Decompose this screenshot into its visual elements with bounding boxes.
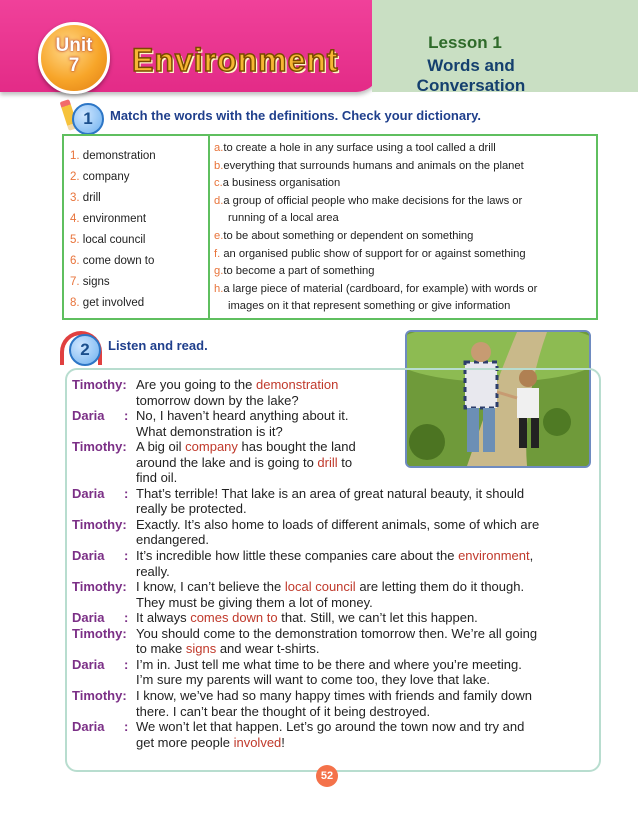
dialogue-line <box>136 704 430 720</box>
speaker-colon: : <box>124 719 129 735</box>
definition-continuation: images on it that represent something or give information <box>228 300 511 313</box>
definition-letter: g. <box>214 265 224 278</box>
definition-letter: a. <box>214 142 224 154</box>
lesson-number: Lesson 1 <box>428 33 502 52</box>
dialogue-text: They must be giving them a lot of money. <box>136 594 373 610</box>
dialogue-text: It always <box>136 610 191 626</box>
vocabulary-highlight: company <box>185 439 238 455</box>
speaker-name: Timothy: <box>72 516 127 532</box>
dialogue-text: I’m sure my parents will want to come too, they love that lake. <box>136 672 491 688</box>
definition-list <box>214 140 594 316</box>
definition-text: an organised public show of support for or against something <box>220 247 526 260</box>
section-1-instruction: Match the words with the definitions. Check your dictionary. <box>110 108 482 123</box>
speaker-name: Timothy: <box>72 377 127 392</box>
dialogue-text: to make <box>136 641 186 657</box>
word-item <box>70 251 156 272</box>
unit-title: Environment <box>132 42 339 78</box>
dialogue-text: there. I can’t bear the thought of it being destroyed. <box>136 703 431 719</box>
word-item <box>70 188 156 209</box>
word-number: 6. <box>70 255 80 267</box>
dialogue-line <box>136 688 532 704</box>
dialogue-line <box>136 719 524 735</box>
definition-item <box>214 175 594 193</box>
dialogue-text: A big oil <box>136 439 186 455</box>
word-item <box>70 293 156 314</box>
matching-table <box>62 134 598 320</box>
dialogue-text: What demonstration is it? <box>136 423 283 439</box>
dialogue-line <box>136 610 478 626</box>
definition-text: a group of official people who make decisions for the laws or <box>223 194 523 207</box>
speaker-name: Daria <box>72 656 105 672</box>
dialogue-line <box>136 579 524 595</box>
speaker-name: Daria <box>72 485 105 501</box>
word-text: company <box>82 171 130 183</box>
definition-letter: d. <box>214 194 224 207</box>
dialogue-text: endangered. <box>136 532 210 548</box>
speaker-colon: : <box>124 548 129 564</box>
dialogue-line <box>136 735 285 751</box>
dialogue-text: tomorrow down by the lake? <box>136 392 299 408</box>
section-2-instruction: Listen and read. <box>108 338 208 353</box>
dialogue-line <box>136 548 533 564</box>
speaker-name: Daria <box>72 719 105 735</box>
word-text: come down to <box>82 255 155 267</box>
definition-letter: e. <box>214 229 224 242</box>
definition-letter: c. <box>214 177 223 190</box>
word-text: environment <box>82 213 147 225</box>
unit-label: Unit <box>55 35 93 56</box>
word-text: get involved <box>82 297 145 309</box>
dialogue-line <box>136 517 539 533</box>
definition-item <box>214 246 594 264</box>
definition-item <box>214 281 594 316</box>
dialogue-text: really be protected. <box>136 501 247 517</box>
word-item <box>70 272 156 293</box>
word-number: 2. <box>70 171 80 183</box>
definition-item <box>214 193 594 228</box>
vocabulary-highlight: comes down to <box>190 610 278 626</box>
dialogue-text: find oil. <box>136 470 178 486</box>
dialogue-line <box>136 626 537 642</box>
word-text: drill <box>82 192 101 204</box>
speaker-name: Daria <box>72 408 105 424</box>
dialogue-text: That’s terrible! That lake is an area of great natural beauty, it should <box>136 485 525 501</box>
dialogue-text: that. Still, we can’t let this happen. <box>277 610 478 626</box>
word-item <box>70 230 156 251</box>
dialogue-text: I know, we’ve had so many happy times with friends and family down <box>136 688 532 703</box>
dialogue-line <box>136 470 177 486</box>
definition-letter: h. <box>214 282 224 295</box>
speaker-name: Timothy: <box>72 688 127 703</box>
dialogue-line <box>136 657 522 673</box>
dialogue-text: , <box>529 548 534 564</box>
dialogue-text: I know, I can’t believe the <box>136 579 285 595</box>
vocabulary-highlight: environment <box>458 548 530 564</box>
unit-number: 7 <box>68 55 80 76</box>
definition-text: a business organisation <box>222 177 341 190</box>
unit-badge <box>38 22 110 94</box>
definition-letter: f. <box>214 247 221 260</box>
dialogue-text: Exactly. It’s also home to loads of different animals, some of which are <box>136 516 540 532</box>
word-number: 4. <box>70 213 80 225</box>
dialogue-line <box>136 393 299 409</box>
dialogue-text: around the lake and is going to <box>136 454 318 470</box>
dialogue-text: We won’t let that happen. Let’s go around the town now and try and <box>136 719 525 735</box>
definition-letter: b. <box>214 159 224 172</box>
dialogue-text: Are you going to the <box>136 377 256 392</box>
dialogue-text: get more people <box>136 734 234 750</box>
word-number: 7. <box>70 276 80 288</box>
definition-item <box>214 140 594 158</box>
speaker-name: Daria <box>72 610 105 626</box>
dialogue-text: and wear t-shirts. <box>216 641 320 657</box>
speaker-colon: : <box>124 485 129 501</box>
vocabulary-highlight: demonstration <box>255 377 339 392</box>
dialogue-text: really. <box>136 563 170 579</box>
dialogue-line <box>136 672 490 688</box>
definition-text: to become a part of something <box>223 265 375 278</box>
dialogue-text: to <box>337 454 353 470</box>
page-number: 52 <box>316 765 338 787</box>
dialogue-line <box>136 641 320 657</box>
lesson-title: Words and Conversation <box>416 56 526 95</box>
word-text: signs <box>82 276 110 288</box>
speaker-colon: : <box>124 610 129 626</box>
word-item <box>70 146 156 167</box>
dialogue-text: I’m in. Just tell me what time to be there and where you’re meeting. <box>136 656 522 672</box>
word-number: 5. <box>70 234 80 246</box>
definition-text: a large piece of material (cardboard, for example) with words or <box>223 282 538 295</box>
word-item <box>70 209 156 230</box>
dialogue-line <box>136 564 170 580</box>
definition-continuation: running of a local area <box>228 212 339 225</box>
speaker-colon: : <box>124 408 129 424</box>
matching-divider <box>208 136 210 318</box>
word-list <box>70 146 156 314</box>
vocabulary-highlight: signs <box>185 641 217 657</box>
speaker-colon: : <box>124 656 129 672</box>
dialogue-line <box>136 377 338 393</box>
definition-text: to create a hole in any surface using a tool called a drill <box>223 142 496 154</box>
word-text: local council <box>82 234 146 246</box>
dialogue-line <box>136 455 352 471</box>
speaker-name: Timothy: <box>72 579 127 595</box>
vocabulary-highlight: local council <box>284 579 356 595</box>
dialogue-line <box>136 532 209 548</box>
speaker-name: Daria <box>72 548 105 564</box>
definition-text: to be about something or dependent on something <box>223 229 474 242</box>
dialogue-line <box>136 486 524 502</box>
speaker-name: Timothy: <box>72 439 127 455</box>
word-item <box>70 167 156 188</box>
dialogue-text: You should come to the demonstration tomorrow then. We’re all going <box>136 625 538 641</box>
dialogue-text: are letting them do it though. <box>355 579 525 595</box>
dialogue-line <box>136 501 247 517</box>
vocabulary-highlight: involved <box>233 734 282 750</box>
definition-item <box>214 158 594 176</box>
dialogue-text: No, I haven’t heard anything about it. <box>136 408 349 424</box>
dialogue-text: has bought the land <box>237 439 356 455</box>
word-number: 1. <box>70 150 80 162</box>
section-1-number: 1 <box>72 103 104 135</box>
vocabulary-highlight: drill <box>317 454 338 470</box>
dialogue-line <box>136 424 283 440</box>
definition-item <box>214 228 594 246</box>
definition-item <box>214 263 594 281</box>
word-number: 8. <box>70 297 80 309</box>
dialogue-text: It’s incredible how little these companies care about the <box>136 548 459 564</box>
section-2-number: 2 <box>69 334 101 366</box>
word-number: 3. <box>70 192 80 204</box>
definition-text: everything that surrounds humans and animals on the planet <box>223 159 524 172</box>
speaker-name: Timothy: <box>72 625 127 641</box>
dialogue-line <box>136 408 348 424</box>
dialogue-line <box>136 439 356 455</box>
dialogue-line <box>136 595 373 611</box>
dialogue-text: ! <box>281 734 285 750</box>
word-text: demonstration <box>82 150 156 162</box>
